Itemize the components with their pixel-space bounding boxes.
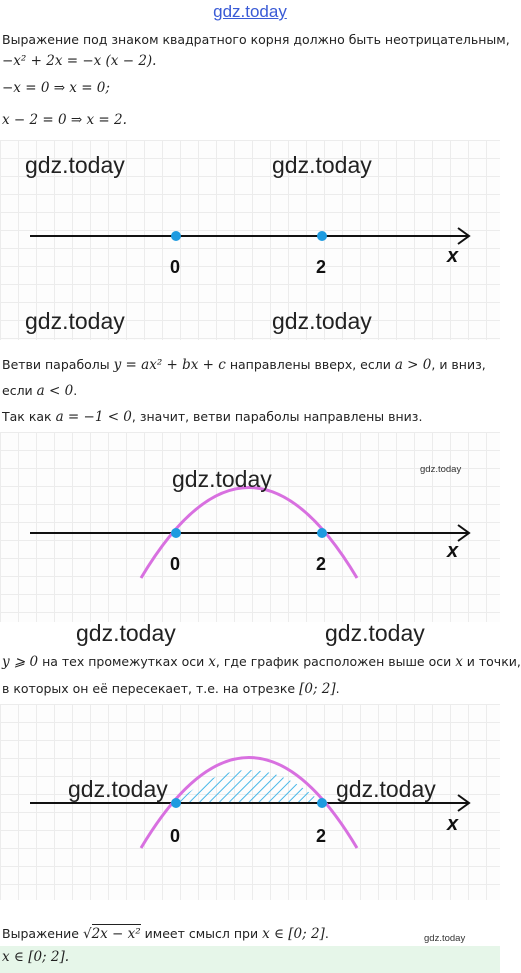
label-zero: 0 <box>170 554 181 574</box>
point-zero <box>171 528 181 538</box>
watermark: gdz.today <box>76 620 176 646</box>
formula-root-two: x − 2 = 0 ⇒ x = 2. <box>2 112 127 128</box>
label-two: 2 <box>316 257 327 277</box>
formula-factorization: −x² + 2x = −x (x − 2). <box>2 53 157 69</box>
text-line-domain: Выражение √2x − x² имеет смысл при x ∈ [0; 2]. <box>2 926 329 942</box>
parabola-diagram <box>0 432 500 622</box>
axis-label-x: x <box>447 245 459 267</box>
answer-box <box>0 946 500 973</box>
watermark: gdz.today <box>68 776 168 802</box>
formula-root-zero: −x = 0 ⇒ x = 0; <box>2 80 110 96</box>
watermark-small: gdz.today <box>420 464 462 475</box>
text-line-branches: Ветви параболы y = ax² + bx + c направлены вверх, если a > 0, и вниз, <box>2 357 486 373</box>
label-zero: 0 <box>170 826 181 846</box>
point-two <box>317 528 327 538</box>
point-two <box>317 231 327 241</box>
label-zero: 0 <box>170 257 181 277</box>
solution-diagram <box>0 704 500 900</box>
watermark: gdz.today <box>25 152 125 178</box>
text-line-segment: в которых он её пересекает, т.е. на отрезке [0; 2]. <box>2 681 340 697</box>
text-line-branches-2: если a < 0. <box>2 383 78 399</box>
text-line-condition: y ⩾ 0 на тех промежутках оси x, где график расположен выше оси x и точки, <box>2 654 521 670</box>
solution-region-hatch <box>176 770 322 803</box>
point-zero <box>171 231 181 241</box>
site-header-link[interactable]: gdz.today <box>213 2 287 21</box>
answer-text: x ∈ [0; 2]. <box>2 949 70 965</box>
point-two <box>317 798 327 808</box>
watermark: gdz.today <box>172 466 272 492</box>
text-line-a-negative: Так как a = −1 < 0, значит, ветви параболы направлены вниз. <box>2 409 423 425</box>
watermark: gdz.today <box>325 620 425 646</box>
text-line-1: Выражение под знаком квадратного корня должно быть неотрицательным, <box>2 32 510 47</box>
axis-label-x: x <box>447 540 459 562</box>
label-two: 2 <box>316 826 327 846</box>
watermark: gdz.today <box>272 308 372 334</box>
watermark: gdz.today <box>272 152 372 178</box>
axis-label-x: x <box>447 813 459 835</box>
point-zero <box>171 798 181 808</box>
watermark: gdz.today <box>25 308 125 334</box>
label-two: 2 <box>316 554 327 574</box>
watermark: gdz.today <box>336 776 436 802</box>
watermark-small: gdz.today <box>424 933 466 944</box>
number-line-diagram <box>0 140 500 340</box>
